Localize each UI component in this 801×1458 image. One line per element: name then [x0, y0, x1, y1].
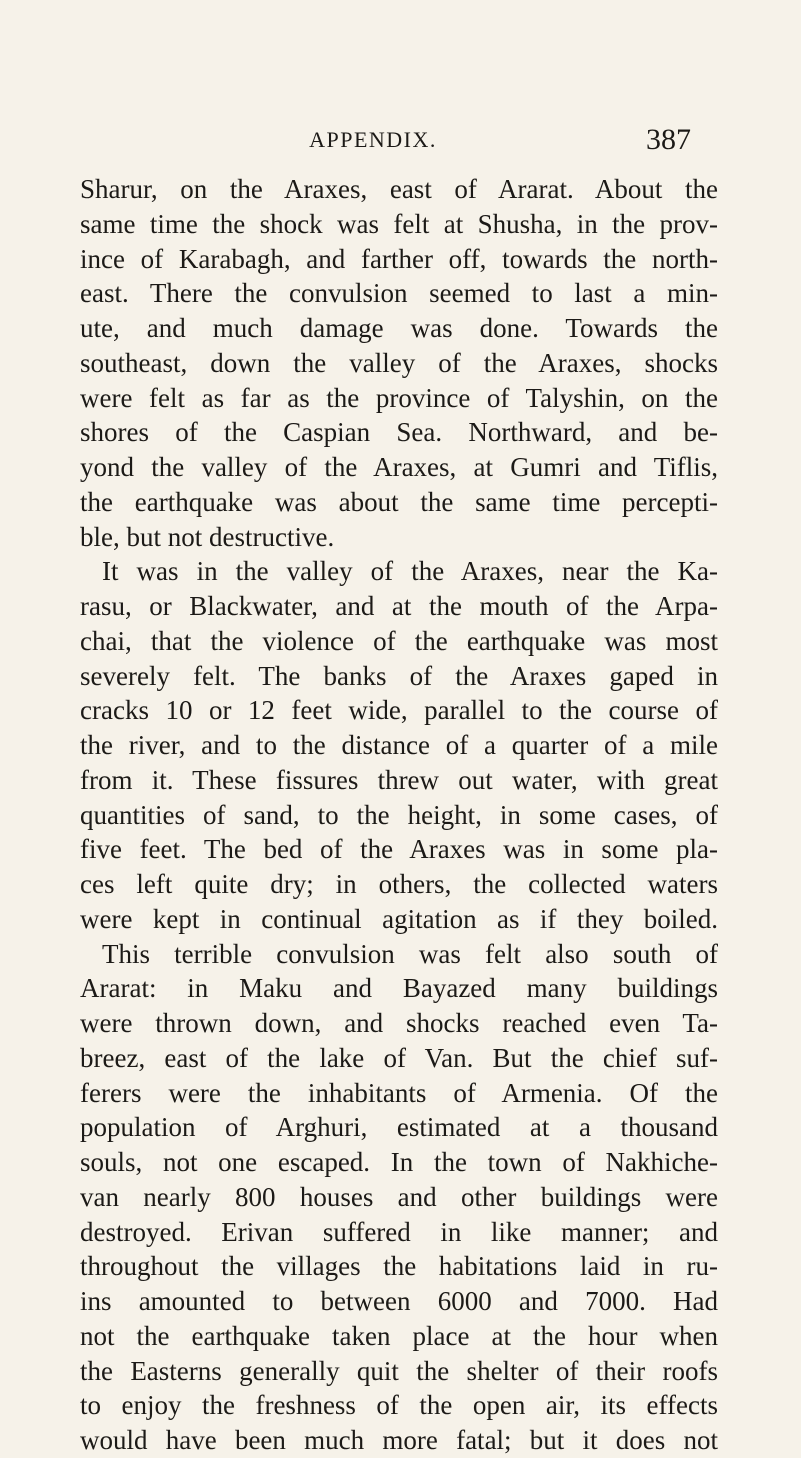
text-line: not the earthquake taken place at the hour when: [80, 1320, 718, 1351]
page-number: 387: [646, 123, 691, 156]
text-line: to enjoy the freshness of the open air, its effects: [80, 1390, 718, 1421]
text-line: ince of Karabagh, and farther off, towards the north-: [80, 243, 718, 274]
text-line: were kept in continual agitation as if they boiled.: [80, 903, 718, 934]
running-header: [0, 123, 801, 161]
text-line: shores of the Caspian Sea. Northward, and be-: [80, 417, 718, 448]
text-line: souls, not one escaped. In the town of Nakhiche-: [80, 1147, 718, 1177]
text-line: ble, but not destructive.: [80, 521, 335, 552]
body-text: [80, 172, 718, 1458]
text-line: yond the valley of the Araxes, at Gumri and Tiflis,: [80, 452, 718, 482]
running-title: APPENDIX.: [309, 127, 437, 152]
text-line: were thrown down, and shocks reached even Ta-: [80, 1008, 718, 1038]
text-line: ute, and much damage was done. Towards the: [80, 313, 718, 343]
text-line: were felt as far as the province of Talyshin, on the: [80, 382, 718, 413]
text-line: chai, that the violence of the earthquake was most: [80, 625, 718, 656]
text-line: It was in the valley of the Araxes, near the Ka-: [102, 556, 718, 587]
text-line: destroyed. Erivan suffered in like manner; and: [80, 1216, 718, 1247]
text-line: Sharur, on the Araxes, east of Ararat. About the: [80, 174, 718, 204]
text-line: quantities of sand, to the height, in some cases, of: [80, 799, 718, 830]
text-line: This terrible convulsion was felt also south of: [102, 938, 718, 969]
text-line: the earthquake was about the same time percepti-: [80, 486, 718, 517]
text-line: Ararat: in Maku and Bayazed many buildings: [80, 973, 718, 1004]
text-line: from it. These fissures threw out water, with great: [80, 764, 718, 795]
text-line: same time the shock was felt at Shusha, in the prov-: [80, 208, 718, 239]
text-line: ces left quite dry; in others, the collected waters: [80, 869, 718, 899]
text-line: population of Arghuri, estimated at a thousand: [80, 1112, 718, 1143]
text-line: five feet. The bed of the Araxes was in some pla-: [80, 834, 718, 865]
text-line: the Easterns generally quit the shelter of their roofs: [80, 1355, 718, 1386]
text-line: the river, and to the distance of a quarter of a mile: [80, 730, 718, 760]
text-line: rasu, or Blackwater, and at the mouth of the Arpa-: [80, 591, 718, 621]
text-line: throughout the villages the habitations laid in ru-: [80, 1251, 718, 1282]
text-line: van nearly 800 houses and other buildings were: [80, 1181, 718, 1212]
text-line: breez, east of the lake of Van. But the chief suf-: [80, 1042, 718, 1073]
text-line: ins amounted to between 6000 and 7000. Had: [80, 1286, 718, 1316]
text-line: severely felt. The banks of the Araxes gaped in: [80, 660, 718, 691]
text-line: cracks 10 or 12 feet wide, parallel to the course of: [80, 695, 718, 726]
text-line: east. There the convulsion seemed to last a min-: [80, 278, 718, 309]
text-line: ferers were the inhabitants of Armenia. Of the: [80, 1077, 718, 1108]
text-line: southeast, down the valley of the Araxes, shocks: [80, 347, 718, 378]
text-line: would have been much more fatal; but it does not: [80, 1425, 718, 1455]
